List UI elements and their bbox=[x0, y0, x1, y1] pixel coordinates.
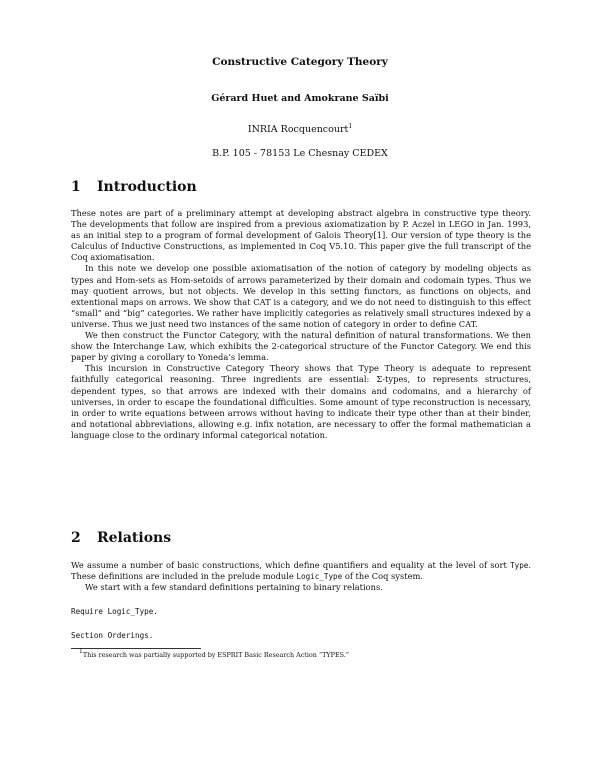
footnote-text: This research was partially supported by ESPRIT Basic Research Action “TYPES.” bbox=[82, 651, 350, 659]
section-1-body bbox=[71, 208, 531, 441]
section-2-title: Relations bbox=[97, 530, 172, 546]
section-2-body bbox=[71, 560, 531, 593]
paper-address: B.P. 105 - 78153 Le Chesnay CEDEX bbox=[212, 148, 388, 159]
intro-paragraph-4: This incursion in Constructive Category Theory shows that Type Theory is adequate to represent faithfully categorical reasoning. Three ingredients are essential: Σ-types, to represents structures, dependent types, so that arrows are indexed with their domains and codomains, and a hierarchy of universes, in order to escape the foundational difficulties. Some amount of type reconstruction is necessary, in order to write equations between arrows without having to indicate their type other than at their binder, and notational abbreviations, allowing e.g. infix notation, are necessary to offer the formal mathematician a language close to the ordinary informal categorical notation. bbox=[71, 363, 531, 440]
footnote bbox=[79, 648, 350, 659]
intro-paragraph-3: We then construct the Functor Category, with the natural definition of natural transformations. We then show the Interchange Law, which exhibits the 2-categorical structure of the Functor Category. We end this paper by giving a corollary to Yoneda’s lemma. bbox=[71, 330, 531, 363]
code-line-section: Section Orderings. bbox=[71, 631, 154, 640]
code-type: Type bbox=[510, 561, 529, 570]
relations-paragraph-1 bbox=[71, 560, 531, 582]
institution-name: INRIA Rocquencourt bbox=[247, 124, 349, 135]
footnote-rule bbox=[71, 648, 201, 649]
section-1-number: 1 bbox=[71, 179, 81, 195]
section-2-number: 2 bbox=[71, 530, 81, 546]
paper-authors: Gérard Huet and Amokrane Saïbi bbox=[211, 93, 389, 104]
relations-paragraph-2: We start with a few standard definitions pertaining to binary relations. bbox=[85, 582, 383, 593]
code-line-require: Require Logic_Type. bbox=[71, 607, 158, 616]
section-1-title: Introduction bbox=[97, 179, 197, 195]
relations-text-a: We assume a number of basic constructions, which define quantifiers and equality at the level of sort bbox=[71, 560, 511, 570]
code-logic-type: Logic_Type bbox=[296, 572, 343, 582]
intro-paragraph-2: In this note we develop one possible axiomatisation of the notion of category by modeling objects as types and Hom-sets as Hom-setoids of arrows parameterized by their domain and codomain types. Thus we may quotient arrows, but not objects. We develop in this setting functors, as functions on objects, and extentional maps on arrows. We show that CAT is a category, and we do not need to distinguish to this effect “small” and “big” categories. We rather have implicitly categories as relatively small structures indexed by a universe. Thus we just need two instances of the same notion of category in order to define CAT. bbox=[71, 263, 531, 329]
section-1-heading bbox=[71, 179, 197, 195]
section-2-heading bbox=[71, 530, 171, 546]
intro-paragraph-1: These notes are part of a preliminary attempt at developing abstract algebra in constructive type theory. The developments that follow are inspired from a previous axiomatization by P. Aczel in LEGO in Jan. 1993, as an initial step to a program of formal development of Galois Theory[1]. Our version of type theory is the Calculus of Inductive Constructions, as implemented in Coq V5.10. This paper give the full transcript of the Coq axiomatisation. bbox=[71, 208, 531, 263]
relations-text-b: . These definitions are included in the prelude module bbox=[71, 560, 531, 582]
institution-footnote-mark: 1 bbox=[348, 123, 353, 130]
paper-institution bbox=[0, 124, 600, 135]
paper-title: Constructive Category Theory bbox=[212, 56, 388, 68]
footnote-mark: 1 bbox=[79, 648, 83, 655]
relations-text-c: of the Coq system. bbox=[342, 571, 423, 582]
